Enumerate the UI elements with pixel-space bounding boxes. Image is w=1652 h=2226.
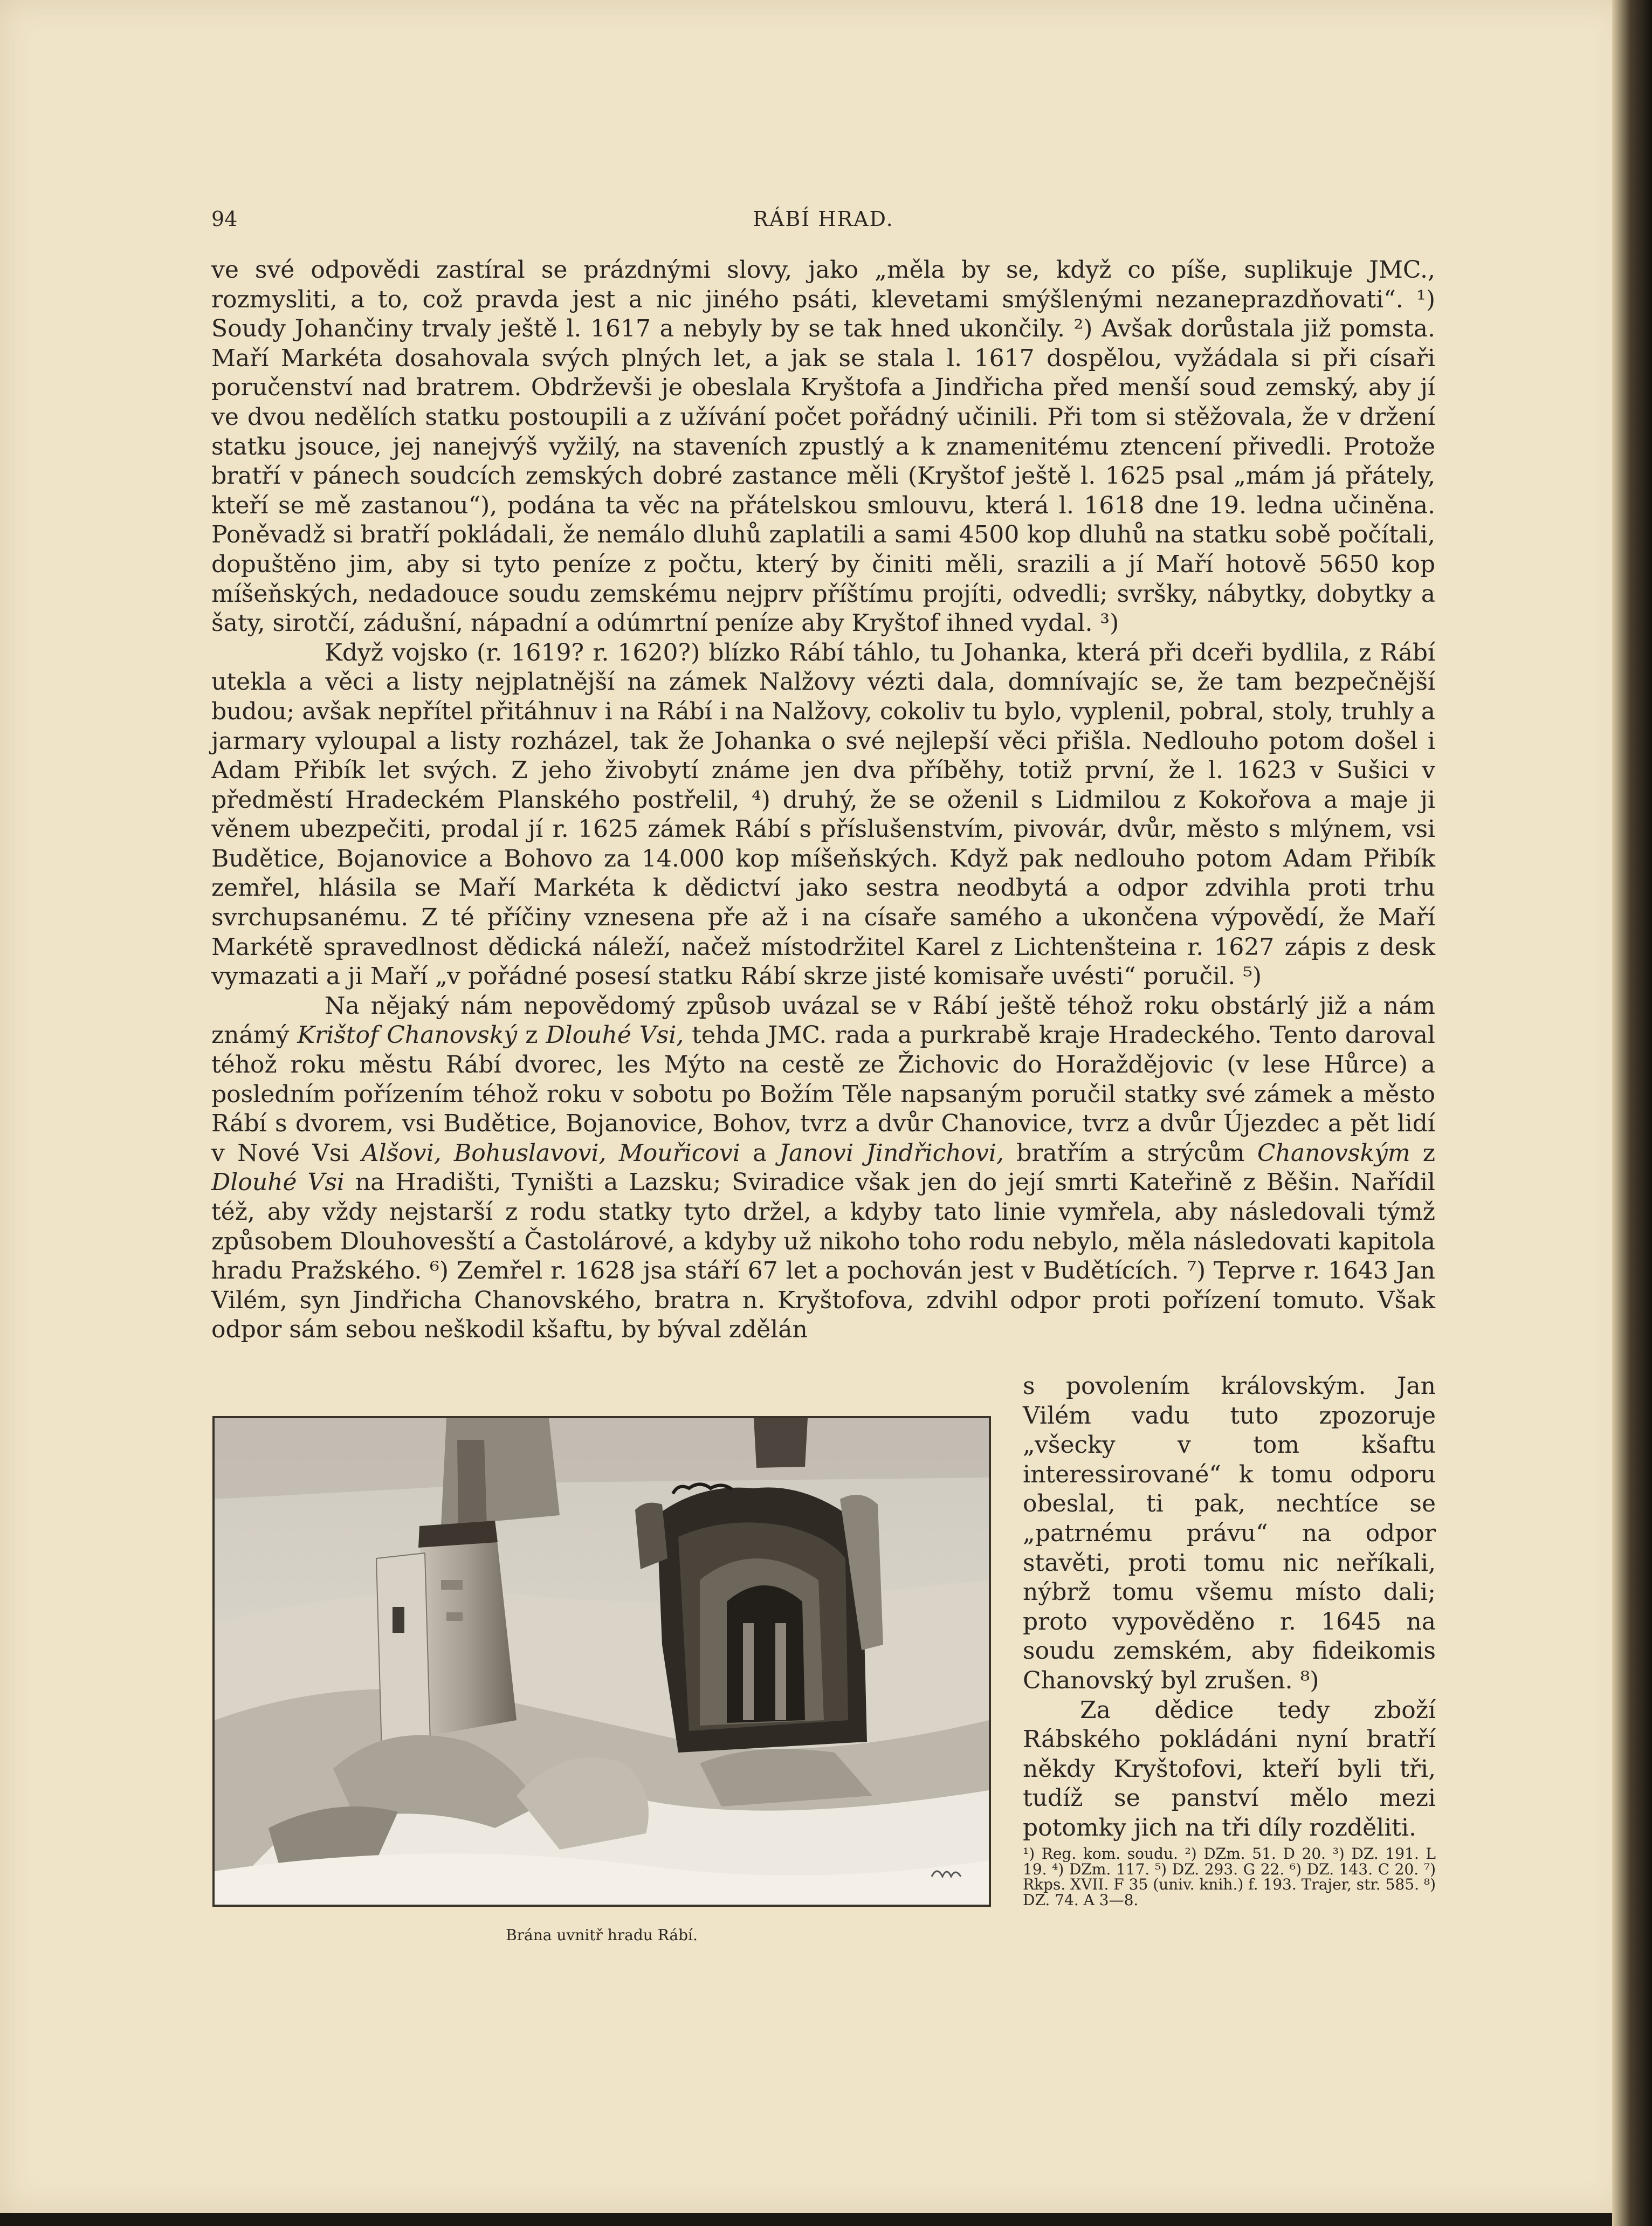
castle-gate-illustration — [212, 1416, 991, 1907]
person-name: Janovi Jindřichovi, — [779, 1139, 1004, 1167]
footnotes — [1023, 1846, 1436, 1908]
figure-caption: Brána uvnitř hradu Rábí. — [506, 1926, 698, 1944]
book-spine-shadow — [1612, 0, 1652, 2226]
paragraph-2: Když vojsko (r. 1619? r. 1620?) blízko Rábí táhlo, tu Johanka, která při dceři bydlila, z Rábí utekla a věci a listy nejplatnější na zámek Nalžovy vézti dala, domnívajíc se, že tam bezpečnější budou; avšak nepřítel přitáhnuv i na Rábí i na Nalžovy, cokoliv tu bylo, vyplenil, pobral, stoly, truhly a jarmary vyloupal a listy rozházel, tak že Johanka o své nejlepší věci přišla. Nedlouho potom došel i Adam Přibík let svých. Z jeho živobytí známe jen dva příběhy, totiž první, že l. 1623 v Sušici v předměstí Hradeckém Planského postřelil, ⁴) druhý, že se oženil s Lidmilou z Kokořova a maje ji věnem ubezpečiti, prodal jí r. 1625 zámek Rábí s příslušenstvím, pivovár, dvůr, město s mlýnem, vsi Budětice, Bojanovice a Bohovo za 14.000 kop míšeňských. Když pak nedlouho potom Adam Přibík zemřel, hlásila se Maří Markéta k dědictví jako sestra neodbytá a odpor zdvihla proti trhu svrchupsanému. Z té příčiny vznesena pře až i na císaře samého a ukončena výpovědí, že Maří Markétě spravedlnost dědická náleží, načež místodržitel Karel z Lichtenšteina r. 1627 zápis z desk vymazati a ji Maří „v pořádné posesí statku Rábí skrze jisté komisaře uvésti“ poručil. ⁵) — [211, 638, 1435, 991]
person-names: Alšovi, Bohuslavovi, Mouřicovi — [361, 1139, 740, 1167]
page-number: 94 — [211, 207, 238, 231]
paragraph-3: Na nějaký nám nepovědomý způsob uvázal se v Rábí ještě téhož roku obstárlý již a nám známý Krištof Chanovský z Dlouhé Vsi, tehda JMC. rada a purkrabě kraje Hradeckého. Tento daroval téhož roku městu Rábí dvorec, les Mýto na cestě ze Žichovic do Horaždějovic (v lese Hůrce) a posledním pořízením téhož roku v sobotu po Božím Těle napsaným poručil statky své zámek a město Rábí s dvorem, vsi Budětice, Bojanovice, Bohov, tvrz a dvůr Chanovice, tvrz a dvůr Újezdec a pět lidí v Nové Vsi Alšovi, Bohuslavovi, Mouřicovi a Janovi Jindřichovi, bratřím a strýcům Chanovským z Dlouhé Vsi na Hradišti, Tyništi a Lazsku; Sviradice však jen do její smrti Kateřině z Běšin. Nařídil též, aby vždy nejstarší z rodu statky tyto držel, a kdyby tato linie vymřela, aby následovali týmž způsobem Dlouhovesští a Častolárové, a kdyby už nikoho toho rodu nebylo, měla následovati kapitola hradu Pražského. ⁶) Zemřel r. 1628 jsa stáří 67 let a pochován jest v Budětících. ⁷) Teprve r. 1643 Jan Vilém, syn Jindřicha Chanovského, bratra n. Kryštofova, zdvihl odpor proti pořízení tomuto. Však odpor sám sebou neškodil kšaftu, by býval zdělán — [211, 992, 1435, 1344]
person-name: Krištof Chanovský — [297, 1021, 518, 1049]
footnote-list: ¹) Reg. kom. soudu. ²) DZm. 51. D 20. ³) DZ. 191. L 19. ⁴) DZm. 117. ⁵) DZ. 293. G 22. ⁶) DZ. 143. C 20. ⁷) Rkps. XVII. F 35 (univ. knih.) f. 193. Trajer, str. 585. ⁸) DZ. 74. A 3—8. — [1023, 1846, 1436, 1908]
paragraph-3-continuation: s povolením královským. Jan Vilém vadu tuto zpozoruje „všecky v tom kšaftu interessirované“ k tomu odporu obeslal, ti pak, nechtíce se „patrnému právu“ na odpor stavěti, proti tomu nic neříkali, nýbrž tomu všemu místo dali; proto vypověděno r. 1645 na soudu zemském, aby fideikomis Chanovský byl zrušen. ⁸) — [1023, 1372, 1436, 1694]
family-name: Chanovským — [1257, 1139, 1410, 1167]
side-column — [1023, 1372, 1436, 1843]
paragraph-1: ve své odpovědi zastíral se prázdnými slovy, jako „měla by se, když co píše, suplikuje JMC., rozmysliti, a to, což pravda jest a nic jiného psáti, klevetami smýšlenými nezaneprazdňovati“. ¹) Soudy Johančiny trvaly ještě l. 1617 a nebyly by se tak hned ukončily. ²) Avšak dorůstala již pomsta. Maří Markéta dosahovala svých plných let, a jak se stala l. 1617 dospělou, vyžádala si při císaři poručenství nad bratrem. Obdrževši je obeslala Kryštofa a Jindřicha před menší soud zemský, aby jí ve dvou nedělích statku postoupili a z užívání počet pořádný učinili. Při tom si stěžovala, že v držení statku jsouce, jej nanejvýš vyžilý, na staveních zpustlý a k znamenitému ztencení přivedli. Protože bratří v pánech soudcích zemských dobré zastance měli (Kryštof ještě l. 1625 psal „mám já přátely, kteří se mě zastanou“), podána ta věc na přátelskou smlouvu, která l. 1618 dne 19. ledna učiněna. Poněvadž si bratří pokládali, že nemálo dluhů zaplatili a sami 4500 kop dluhů na statku sobě počítali, dopuštěno jim, aby si tyto peníze z počtu, který by činiti měli, srazili a jí Maří hotově 5650 kop míšeňských, nedadouce soudu zemskému nejprv příštímu projíti, odvedli; svršky, nábytky, dobytky a šaty, sirotčí, zádušní, nápadní a odúmrtní peníze aby Kryštof ihned vydal. ³) — [211, 256, 1435, 637]
place-name: Dlouhé Vsi — [211, 1169, 345, 1197]
page-header — [211, 207, 1435, 234]
main-text — [211, 256, 1435, 1345]
place-name: Dlouhé Vsi, — [546, 1021, 684, 1049]
running-title: RÁBÍ HRAD. — [753, 207, 894, 231]
paragraph-4: Za dědice tedy zboží Rábského pokládáni nyní bratří někdy Kryštofovi, kteří byli tři, tudíž se panství mělo mezi potomky jich na tři díly rozděliti. — [1023, 1696, 1436, 1842]
